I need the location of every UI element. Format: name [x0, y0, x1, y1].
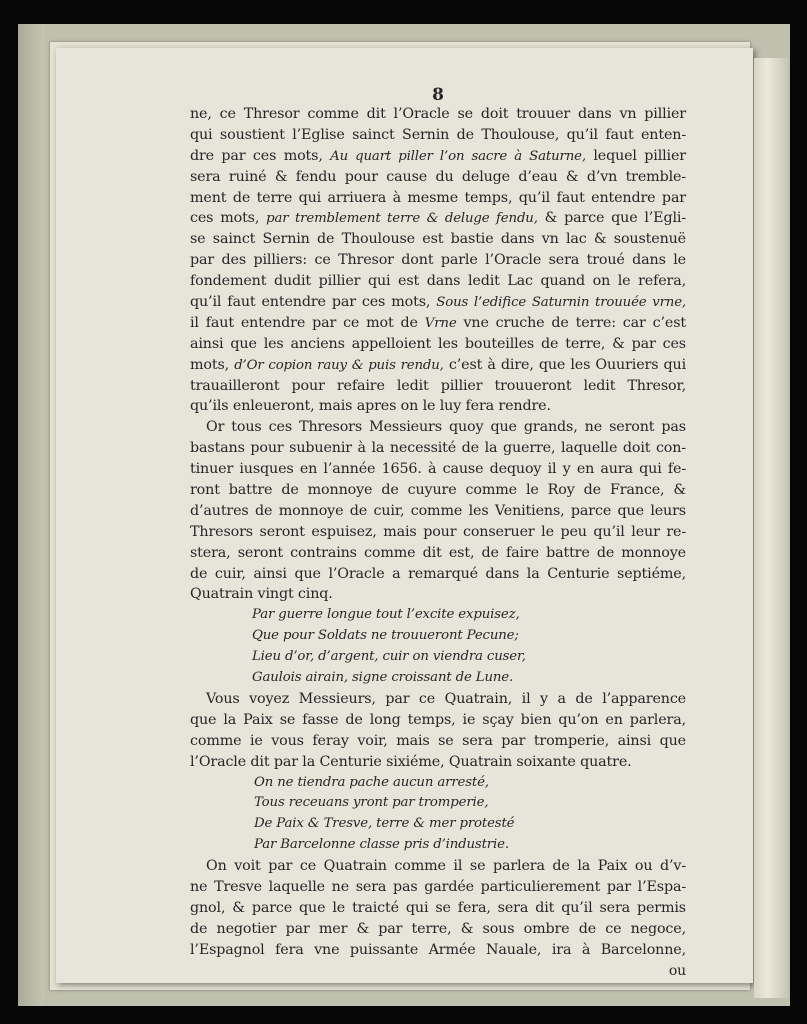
text-run: ment de terre qui arriuera à mesme temps, qu’il faut entendre par	[190, 189, 686, 206]
text-line	[190, 773, 686, 794]
text-run: qu’ils enleueront, mais apres on le luy fera rendre.	[190, 398, 551, 415]
text-run: se sainct Sernin de Thoulouse est bastie dans vn lac & soustenuë	[190, 231, 686, 248]
text-line	[190, 877, 686, 898]
italic-text-run: Au quart piller l’on sacre à Saturne,	[330, 148, 586, 164]
text-run: qu’il faut entendre par ces mots,	[190, 294, 437, 311]
text-line	[190, 125, 686, 146]
text-run: de negotier par mer & par terre, & sous ombre de ce negoce,	[190, 920, 686, 937]
text-line	[190, 605, 686, 626]
italic-text-run: Vrne	[424, 315, 457, 331]
text-line	[190, 417, 686, 438]
text-run: fondement dudit pillier qui est dans ledit Lac quand on le refera,	[190, 273, 686, 290]
text-run: & parce que l’Egli-	[537, 210, 686, 227]
text-line	[190, 167, 686, 188]
text-run: bastans pour subuenir à la necessité de la guerre, laquelle doit con-	[190, 440, 686, 457]
text-line	[190, 940, 686, 961]
text-line	[190, 501, 686, 522]
page-text-block	[190, 84, 687, 979]
text-line	[190, 355, 686, 376]
text-line	[190, 522, 686, 543]
text-run: par des pilliers: ce Thresor dont parle l’Oracle sera troué dans le	[190, 252, 686, 269]
text-run: ront battre de monnoye de cuyure comme le Roy de France, &	[190, 482, 686, 499]
text-run: l’Espagnol fera vne puissante Armée Nauale, ira à Barcelonne,	[190, 941, 686, 958]
text-run: l’Oracle dit par la Centurie sixiéme, Quatrain soixante quatre.	[190, 753, 632, 770]
text-line	[190, 898, 686, 919]
italic-text-run: On ne tiendra pache aucun arresté,	[254, 774, 489, 790]
text-line	[190, 543, 686, 564]
text-line	[190, 814, 686, 835]
text-line	[190, 438, 686, 459]
text-line	[190, 626, 686, 647]
body-text	[190, 104, 686, 981]
italic-text-run: Par guerre longue tout l’excite expuisez,	[252, 607, 520, 623]
text-run: stera, seront contrains comme dit est, de faire battre de monnoye	[190, 544, 686, 561]
text-line	[190, 793, 686, 814]
text-line	[190, 647, 686, 668]
text-line	[190, 229, 686, 250]
text-line	[190, 731, 686, 752]
text-run: vne cruche de terre: car c’est	[456, 314, 686, 331]
text-line	[190, 835, 686, 856]
text-line	[190, 250, 686, 271]
italic-text-run: Sous l’edifice Saturnin trouuée vrne,	[436, 295, 686, 311]
text-run: ces mots,	[190, 210, 267, 227]
text-run: sera ruiné & fendu pour cause du deluge d’eau & d’vn tremble-	[190, 168, 686, 185]
italic-text-run: Lieu d’or, d’argent, cuir on viendra cuser,	[252, 649, 526, 665]
text-line	[190, 334, 686, 355]
text-run: Vous voyez Messieurs, par ce Quatrain, il y a de l’apparence	[206, 690, 686, 707]
text-run: de cuir, ainsi que l’Oracle a remarqué dans la Centurie septiéme,	[190, 565, 686, 582]
text-line	[190, 459, 686, 480]
text-run: gnol, & parce que le traicté qui se fera, sera dit qu’il sera permis	[190, 899, 686, 916]
text-line	[190, 271, 686, 292]
text-run: ainsi que les anciens appelloient les bouteilles de terre, & par ces	[190, 335, 686, 352]
italic-text-run: Tous receuans yront par tromperie,	[254, 795, 489, 811]
text-line	[190, 919, 686, 940]
italic-text-run: Gaulois airain, signe croissant de Lune.	[252, 670, 514, 686]
text-line	[190, 104, 686, 125]
text-run: trauailleront pour refaire ledit pillier trouueront ledit Thresor,	[190, 377, 686, 394]
binding-edge	[18, 24, 44, 1006]
text-line	[190, 292, 686, 313]
text-run: il faut entendre par ce mot de	[190, 314, 425, 331]
text-run: lequel pillier	[585, 147, 686, 164]
text-line	[190, 584, 686, 605]
text-line	[190, 480, 686, 501]
text-run: ne Tresve laquelle ne sera pas gardée particulierement par l’Espa-	[190, 878, 686, 895]
text-run: que la Paix se fasse de long temps, ie sçay bien qu’on en parlera,	[190, 711, 686, 728]
text-run: c’est à dire, que les Ouuriers qui	[443, 356, 687, 373]
text-run: Or tous ces Thresors Messieurs quoy que grands, ne seront pas	[206, 419, 686, 436]
text-run: On voit par ce Quatrain comme il se parlera de la Paix ou d’v-	[206, 858, 686, 875]
text-line	[190, 376, 686, 397]
text-line	[190, 188, 686, 209]
italic-text-run: Que pour Soldats ne trouueront Pecune;	[252, 628, 519, 644]
text-run: ou	[668, 962, 686, 979]
text-run: Thresors seront espuisez, mais pour conseruer le peu qu’il leur re-	[190, 523, 686, 540]
text-line	[190, 146, 686, 167]
text-run: mots,	[190, 356, 235, 373]
italic-text-run: Par Barcelonne classe pris d’industrie.	[254, 837, 509, 853]
italic-text-run: par tremblement terre & deluge fendu,	[266, 211, 538, 227]
text-line	[190, 313, 686, 334]
text-run: comme ie vous feray voir, mais se sera par tromperie, ainsi que	[190, 732, 686, 749]
text-line	[190, 961, 686, 982]
text-line	[190, 208, 686, 229]
text-line	[190, 564, 686, 585]
italic-text-run: d’Or copion rauy & puis rendu,	[234, 357, 444, 373]
text-line	[190, 689, 686, 710]
text-line	[190, 856, 686, 877]
text-run: dre par ces mots,	[190, 147, 331, 164]
text-line	[190, 752, 686, 773]
text-line	[190, 710, 686, 731]
right-page-edges	[754, 58, 788, 998]
page-number: 8	[432, 85, 444, 105]
text-line	[190, 668, 686, 689]
text-run: ne, ce Thresor comme dit l’Oracle se doit trouuer dans vn pillier	[190, 106, 686, 122]
text-run: d’autres de monnoye de cuir, comme les Venitiens, parce que leurs	[190, 502, 686, 519]
text-line	[190, 396, 686, 417]
italic-text-run: De Paix & Tresve, terre & mer protesté	[254, 816, 515, 832]
text-run: qui soustient l’Eglise sainct Sernin de Thoulouse, qu’il faut enten-	[190, 126, 686, 143]
text-run: tinuer iusques en l’année 1656. à cause dequoy il y en aura qui fe-	[190, 461, 686, 478]
text-run: Quatrain vingt cinq.	[190, 586, 333, 603]
